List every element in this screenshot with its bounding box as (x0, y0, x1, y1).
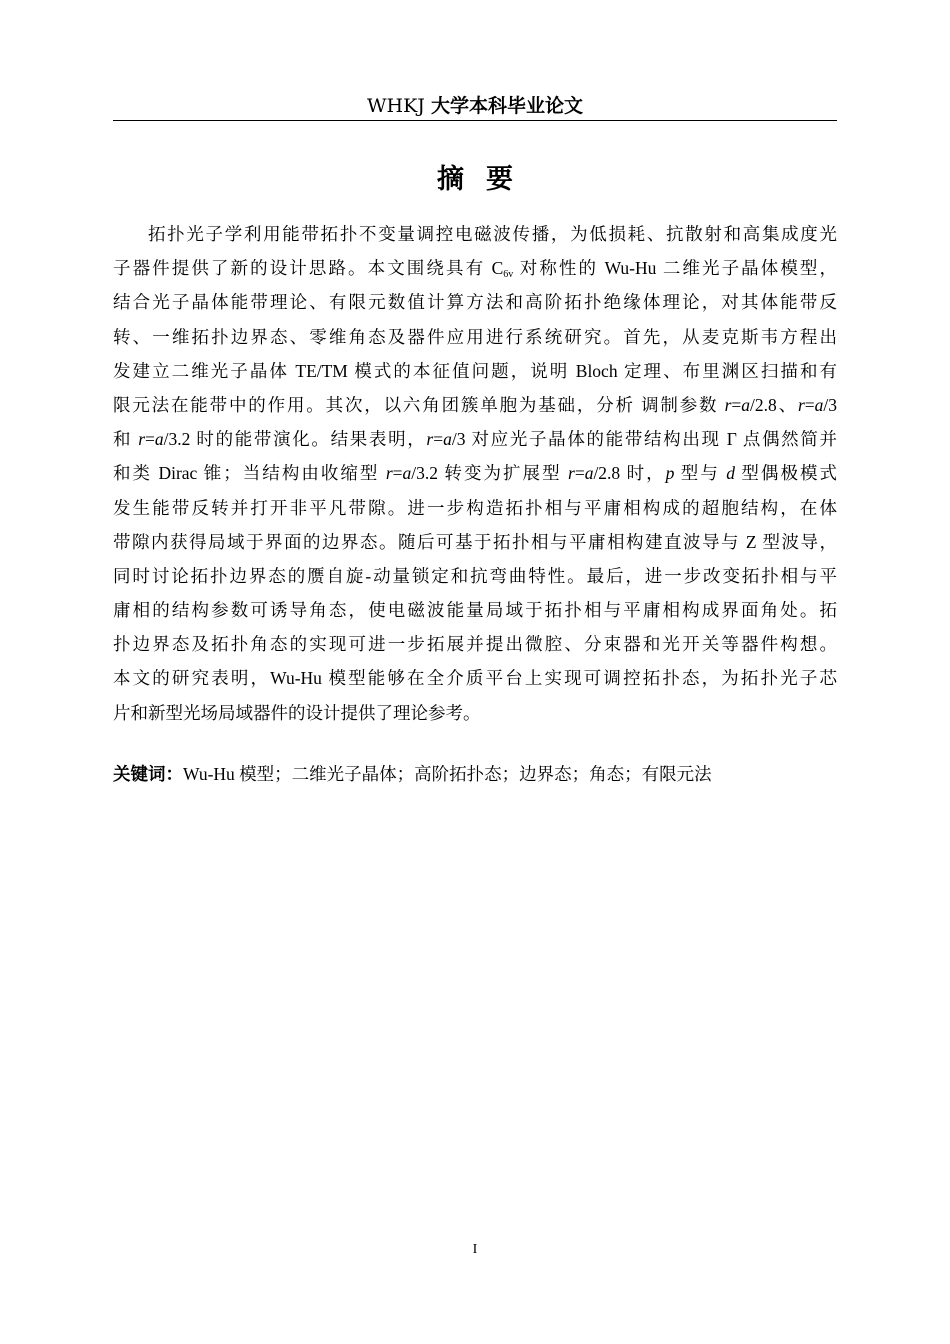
running-header (113, 94, 837, 121)
abstract-line: 发建立二维光子晶体 TE/TM 模式的本征值问题，说明 Bloch 定理、布里渊区扫描和有 (113, 360, 837, 381)
abstract-body (113, 217, 837, 730)
abstract-line: 发生能带反转并打开非平凡带隙。进一步构造拓扑相与平庸相构成的超胞结构，在体 (113, 497, 837, 518)
abstract-line: 限元法在能带中的作用。其次，以六角团簇单胞为基础，分析 调制参数 r=a/2.8、r=a/3 (113, 394, 837, 415)
abstract-line: 同时讨论拓扑边界态的赝自旋-动量锁定和抗弯曲特性。最后，进一步改变拓扑相与平 (113, 565, 837, 586)
abstract-line: 庸相的结构参数可诱导角态，使电磁波能量局域于拓扑相与平庸相构成界面角处。拓 (113, 600, 837, 621)
page-number: I (472, 1242, 478, 1257)
abstract-line: 和 r=a/3.2 时的能带演化。结果表明，r=a/3 对应光子晶体的能带结构出现 Γ 点偶然简并 (113, 429, 838, 450)
header-prefix: WHKJ (367, 95, 431, 117)
abstract-line: 结合光子晶体能带理论、有限元数值计算方法和高阶拓扑绝缘体理论，对其体能带反 (113, 292, 837, 313)
abstract-line: 片和新型光场局域器件的设计提供了理论参考。 (113, 702, 481, 723)
keywords-line (113, 757, 837, 792)
abstract-line: 扑边界态及拓扑角态的实现可进一步拓展并提出微腔、分束器和光开关等器件构想。 (113, 634, 837, 655)
keywords-text: Wu-Hu 模型；二维光子晶体；高阶拓扑态；边界态；角态；有限元法 (183, 764, 712, 784)
keywords-label: 关键词： (113, 765, 183, 785)
abstract-line: 转、一维拓扑边界态、零维角态及器件应用进行系统研究。首先，从麦克斯韦方程出 (113, 326, 837, 347)
abstract-line: 拓扑光子学利用能带拓扑不变量调控电磁波传播，为低损耗、抗散射和高集成度光 (148, 224, 837, 244)
abstract-line: 本文的研究表明，Wu-Hu 模型能够在全介质平台上实现可调控拓扑态，为拓扑光子芯 (113, 668, 837, 689)
abstract-line: 子器件提供了新的设计思路。本文围绕具有 $C_{6v}$ 对称性的 Wu-Hu 二维光子晶体模型， (113, 258, 838, 281)
header-suffix: 大学本科毕业论文 (430, 95, 583, 117)
abstract-title: 摘要 (437, 164, 535, 195)
abstract-line: 带隙内获得局域于界面的边界态。随后可基于拓扑相与平庸相构建直波导与 Z 型波导， (113, 531, 837, 552)
abstract-line: 和类 Dirac 锥；当结构由收缩型 r=a/3.2 转变为扩展型 r=a/2.8 时，p 型与 d 型偶极模式 (113, 463, 838, 484)
